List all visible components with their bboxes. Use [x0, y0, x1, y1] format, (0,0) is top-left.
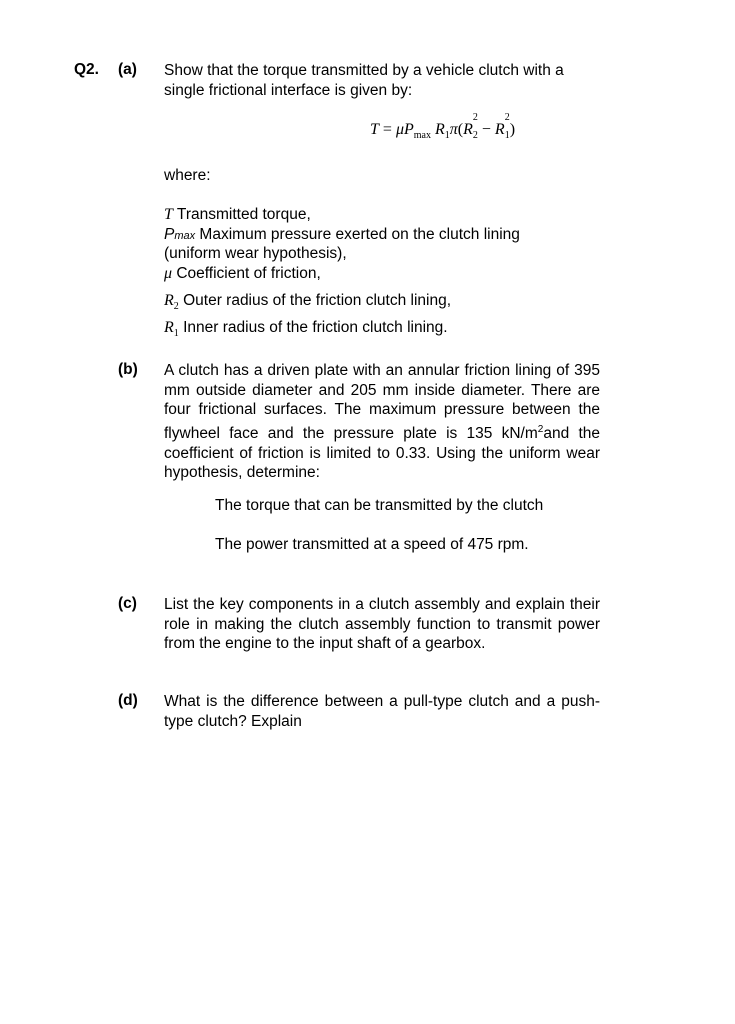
formula-equals: = — [382, 121, 392, 138]
formula-R1-sub: 1 — [444, 130, 450, 142]
definition-R2-symbol — [164, 291, 179, 317]
where-label: where: — [164, 167, 211, 184]
part-b-text-pre: A clutch has a driven plate with an annular friction lining of 395 mm outside diameter and 205 mm inside diameter. There are four frictional surfaces. The maximum pressure between the flywheel face and the pressure plate is 135 kN/m — [164, 362, 600, 442]
definition-R1-letter: R — [164, 319, 174, 336]
definition-Pmax-cont: (uniform wear hypothesis), — [164, 245, 347, 262]
definition-R1-text: Inner radius of the friction clutch lining. — [178, 319, 448, 336]
definition-Pmax-symbol: P — [164, 226, 175, 243]
definition-R1-sub: 1 — [173, 328, 179, 340]
definition-T — [164, 205, 311, 225]
formula-close-paren: ) — [509, 121, 516, 138]
part-c-text: List the key components in a clutch assembly and explain their role in making the clutch assembly function to transmit power from the engine to the input shaft of a gearbox. — [164, 596, 600, 653]
definition-R2-text: Outer radius of the friction clutch lining, — [178, 292, 452, 309]
definition-Pmax-text: Maximum pressure exerted on the clutch lining — [195, 226, 520, 243]
definition-mu-text: Coefficient of friction, — [172, 265, 321, 282]
formula-R2-sub: 2 — [472, 130, 478, 142]
definition-mu — [164, 264, 321, 284]
formula-R2: R — [463, 121, 473, 138]
part-a-intro: Show that the torque transmitted by a vehicle clutch with a single frictional interface is given by: — [164, 62, 564, 99]
formula-P: P — [403, 121, 414, 138]
definition-T-symbol: T — [164, 206, 173, 223]
formula-R1b-sub: 1 — [504, 130, 510, 142]
definition-R1-symbol — [164, 318, 179, 344]
formula-pi: π — [449, 121, 458, 138]
formula-R1: R — [434, 121, 445, 138]
part-d-text: What is the difference between a pull-type clutch and a push-type clutch? Explain — [164, 693, 600, 730]
part-d-label: (d) — [118, 692, 138, 709]
part-b-text-sup: 2 — [537, 423, 544, 435]
formula-open-paren: ( — [457, 121, 464, 138]
part-b-item-torque: The torque that can be transmitted by the clutch — [215, 497, 544, 514]
definition-R2 — [164, 291, 451, 317]
definition-mu-symbol: μ — [164, 265, 173, 282]
formula-T: T — [370, 121, 379, 138]
part-b-label: (b) — [118, 361, 138, 378]
formula-R1b: R — [494, 121, 505, 138]
formula-R2-sup: 2 — [472, 112, 478, 123]
part-b-item-power: The power transmitted at a speed of 475 rpm. — [215, 536, 529, 553]
formula-P-sub: max — [413, 130, 431, 142]
part-b-text-post: and the coefficient of friction is limited to 0.33. Using the uniform wear hypothesis, determine: — [164, 424, 600, 482]
definition-T-text: Transmitted torque, — [172, 206, 311, 223]
formula-minus: − — [481, 121, 491, 138]
formula-R1b-sup: 2 — [504, 112, 510, 123]
definition-R2-sub: 2 — [173, 301, 179, 313]
part-b-text — [164, 361, 600, 483]
part-c-label: (c) — [118, 595, 137, 612]
definition-R2-letter: R — [164, 292, 174, 309]
definition-Pmax-sub: max — [174, 230, 196, 242]
formula-mu: μ — [395, 121, 404, 138]
torque-formula — [370, 112, 516, 142]
definition-R1 — [164, 318, 448, 344]
question-number: Q2. — [74, 61, 99, 78]
part-a-label: (a) — [118, 61, 137, 78]
